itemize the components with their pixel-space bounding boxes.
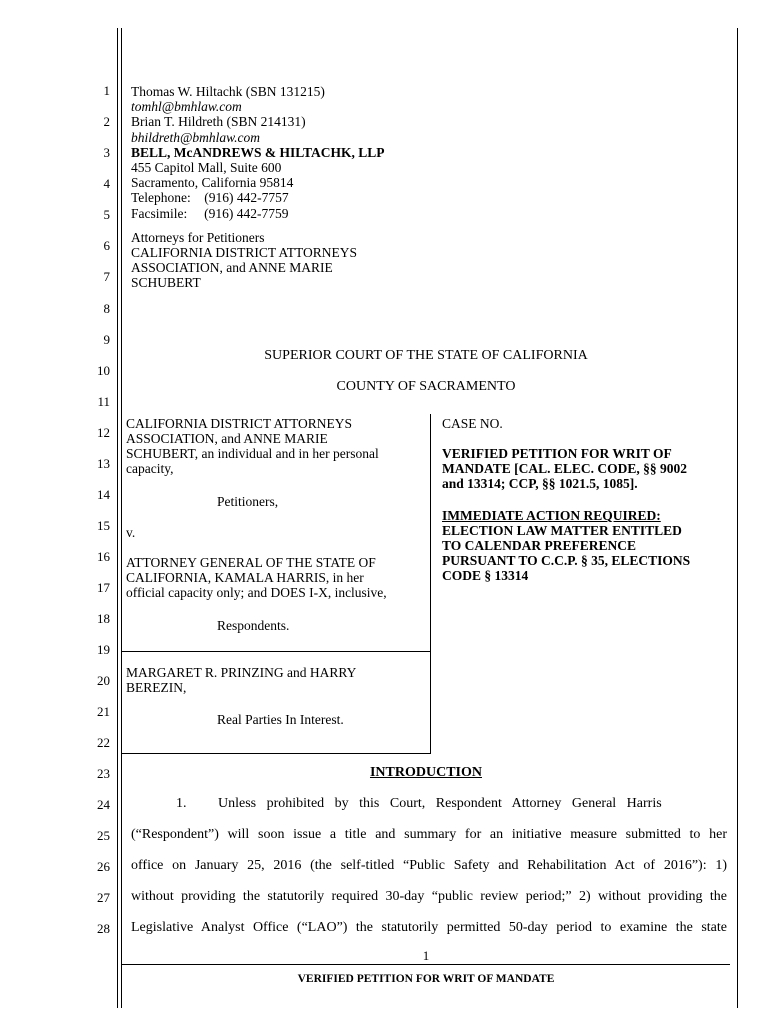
- caption-divider: [430, 414, 431, 754]
- court-county: COUNTY OF SACRAMENTO: [336, 379, 516, 394]
- notice-line: PURSUANT TO C.C.P. § 35, ELECTIONS: [442, 553, 691, 568]
- real-party-line: MARGARET R. PRINZING and HARRY: [126, 665, 357, 680]
- respondent-parties: [126, 555, 426, 600]
- footer-rule: [122, 964, 730, 965]
- court-name: SUPERIOR COURT OF THE STATE OF CALIFORNIA: [264, 348, 588, 363]
- notice-line: CODE § 13314: [442, 568, 529, 583]
- document-title-line: VERIFIED PETITION FOR WRIT OF: [442, 446, 672, 461]
- line-number: 12: [97, 425, 110, 440]
- line-number: 14: [97, 487, 110, 502]
- caption-rule: [122, 753, 431, 754]
- firm-facsimile: Facsimile: (916) 442-7759: [131, 205, 289, 221]
- line-number: 17: [97, 580, 110, 595]
- line-number: 18: [97, 611, 110, 626]
- body-line: without providing the statutorily required 30-day “public review period;” 2) without providing the: [131, 889, 727, 904]
- petitioners-label: Petitioners,: [217, 494, 279, 509]
- line-number: 9: [103, 332, 110, 347]
- attorney-name: Brian T. Hildreth (SBN 214131): [131, 114, 306, 130]
- respondents-label: Respondents.: [217, 618, 290, 633]
- immediate-action-notice: [442, 508, 732, 583]
- line-number: 23: [97, 766, 110, 781]
- firm-telephone: Telephone: (916) 442-7757: [131, 190, 289, 206]
- real-parties: [126, 665, 426, 695]
- line-number: 27: [97, 890, 110, 905]
- line-number: 28: [97, 921, 110, 936]
- notice-line: TO CALENDAR PREFERENCE: [442, 538, 637, 553]
- law-firm-name: BELL, McANDREWS & HILTACHK, LLP: [131, 144, 385, 160]
- line-number: 6: [103, 238, 110, 253]
- left-margin-line-outer: [117, 28, 118, 1008]
- body-line: office on January 25, 2016 (the self-titled “Public Safety and Rehabilitation Act of 2016”): 1): [131, 858, 727, 873]
- line-number: 26: [97, 859, 110, 874]
- line-number: 1: [103, 83, 110, 98]
- caption-parties: [126, 416, 426, 476]
- real-party-line: BEREZIN,: [126, 680, 187, 695]
- client-name: CALIFORNIA DISTRICT ATTORNEYS: [131, 245, 358, 261]
- body-line: Legislative Analyst Office (“LAO”) the statutorily permitted 50-day period to examine the state: [131, 920, 727, 935]
- firm-address: 455 Capitol Mall, Suite 600: [131, 160, 282, 176]
- line-number: 13: [97, 456, 110, 471]
- notice-line: ELECTION LAW MATTER ENTITLED: [442, 523, 682, 538]
- line-number: 21: [97, 704, 110, 719]
- petitioner-line: capacity,: [126, 461, 174, 476]
- attorney-block: [131, 84, 431, 291]
- petitioner-line: CALIFORNIA DISTRICT ATTORNEYS: [126, 416, 353, 431]
- line-number: 2: [103, 114, 110, 129]
- line-number: 16: [97, 549, 110, 564]
- caption-rule: [122, 651, 431, 652]
- introduction-heading: INTRODUCTION: [369, 765, 482, 780]
- line-number: 24: [97, 797, 110, 812]
- line-number: 8: [103, 301, 110, 316]
- petitioner-line: SCHUBERT, an individual and in her personal: [126, 446, 379, 461]
- line-number: 20: [97, 673, 110, 688]
- respondent-line: CALIFORNIA, KAMALA HARRIS, in her: [126, 570, 364, 585]
- attorney-email: bhildreth@bmhlaw.com: [131, 129, 261, 145]
- line-number: 4: [103, 176, 110, 191]
- attorneys-for: Attorneys for Petitioners: [131, 229, 265, 245]
- client-name: ASSOCIATION, and ANNE MARIE: [131, 260, 333, 276]
- page-number: 1: [422, 948, 430, 963]
- case-number: CASE NO.: [442, 416, 503, 431]
- attorney-email: tomhl@bmhlaw.com: [131, 99, 242, 115]
- footer-title: VERIFIED PETITION FOR WRIT OF MANDATE: [297, 973, 555, 985]
- line-number: 11: [97, 394, 110, 409]
- body-line: 1. Unless prohibited by this Court, Respondent Attorney General Harris: [176, 796, 662, 811]
- body-line: (“Respondent”) will soon issue a title and summary for an initiative measure submitted to her: [131, 827, 727, 842]
- line-number: 15: [97, 518, 110, 533]
- line-number: 22: [97, 735, 110, 750]
- line-number: 19: [97, 642, 110, 657]
- line-number: 3: [103, 145, 110, 160]
- document-title-line: and 13314; CCP, §§ 1021.5, 1085].: [442, 476, 638, 491]
- respondent-line: official capacity only; and DOES I-X, inclusive,: [126, 585, 387, 600]
- respondent-line: ATTORNEY GENERAL OF THE STATE OF: [126, 555, 376, 570]
- real-parties-label: Real Parties In Interest.: [217, 712, 344, 727]
- document-title: [442, 446, 732, 491]
- petitioner-line: ASSOCIATION, and ANNE MARIE: [126, 431, 328, 446]
- left-margin-line-inner: [121, 28, 122, 1008]
- immediate-action-heading: IMMEDIATE ACTION REQUIRED:: [442, 508, 661, 523]
- attorney-name: Thomas W. Hiltachk (SBN 131215): [131, 84, 325, 99]
- line-number: 25: [97, 828, 110, 843]
- line-number: 10: [97, 363, 110, 378]
- firm-address: Sacramento, California 95814: [131, 175, 294, 191]
- line-number: 7: [103, 269, 110, 284]
- client-name: SCHUBERT: [131, 275, 201, 291]
- right-margin-line: [737, 28, 738, 1008]
- document-title-line: MANDATE [CAL. ELEC. CODE, §§ 9002: [442, 461, 688, 476]
- line-number: 5: [103, 207, 110, 222]
- versus: v.: [126, 525, 136, 540]
